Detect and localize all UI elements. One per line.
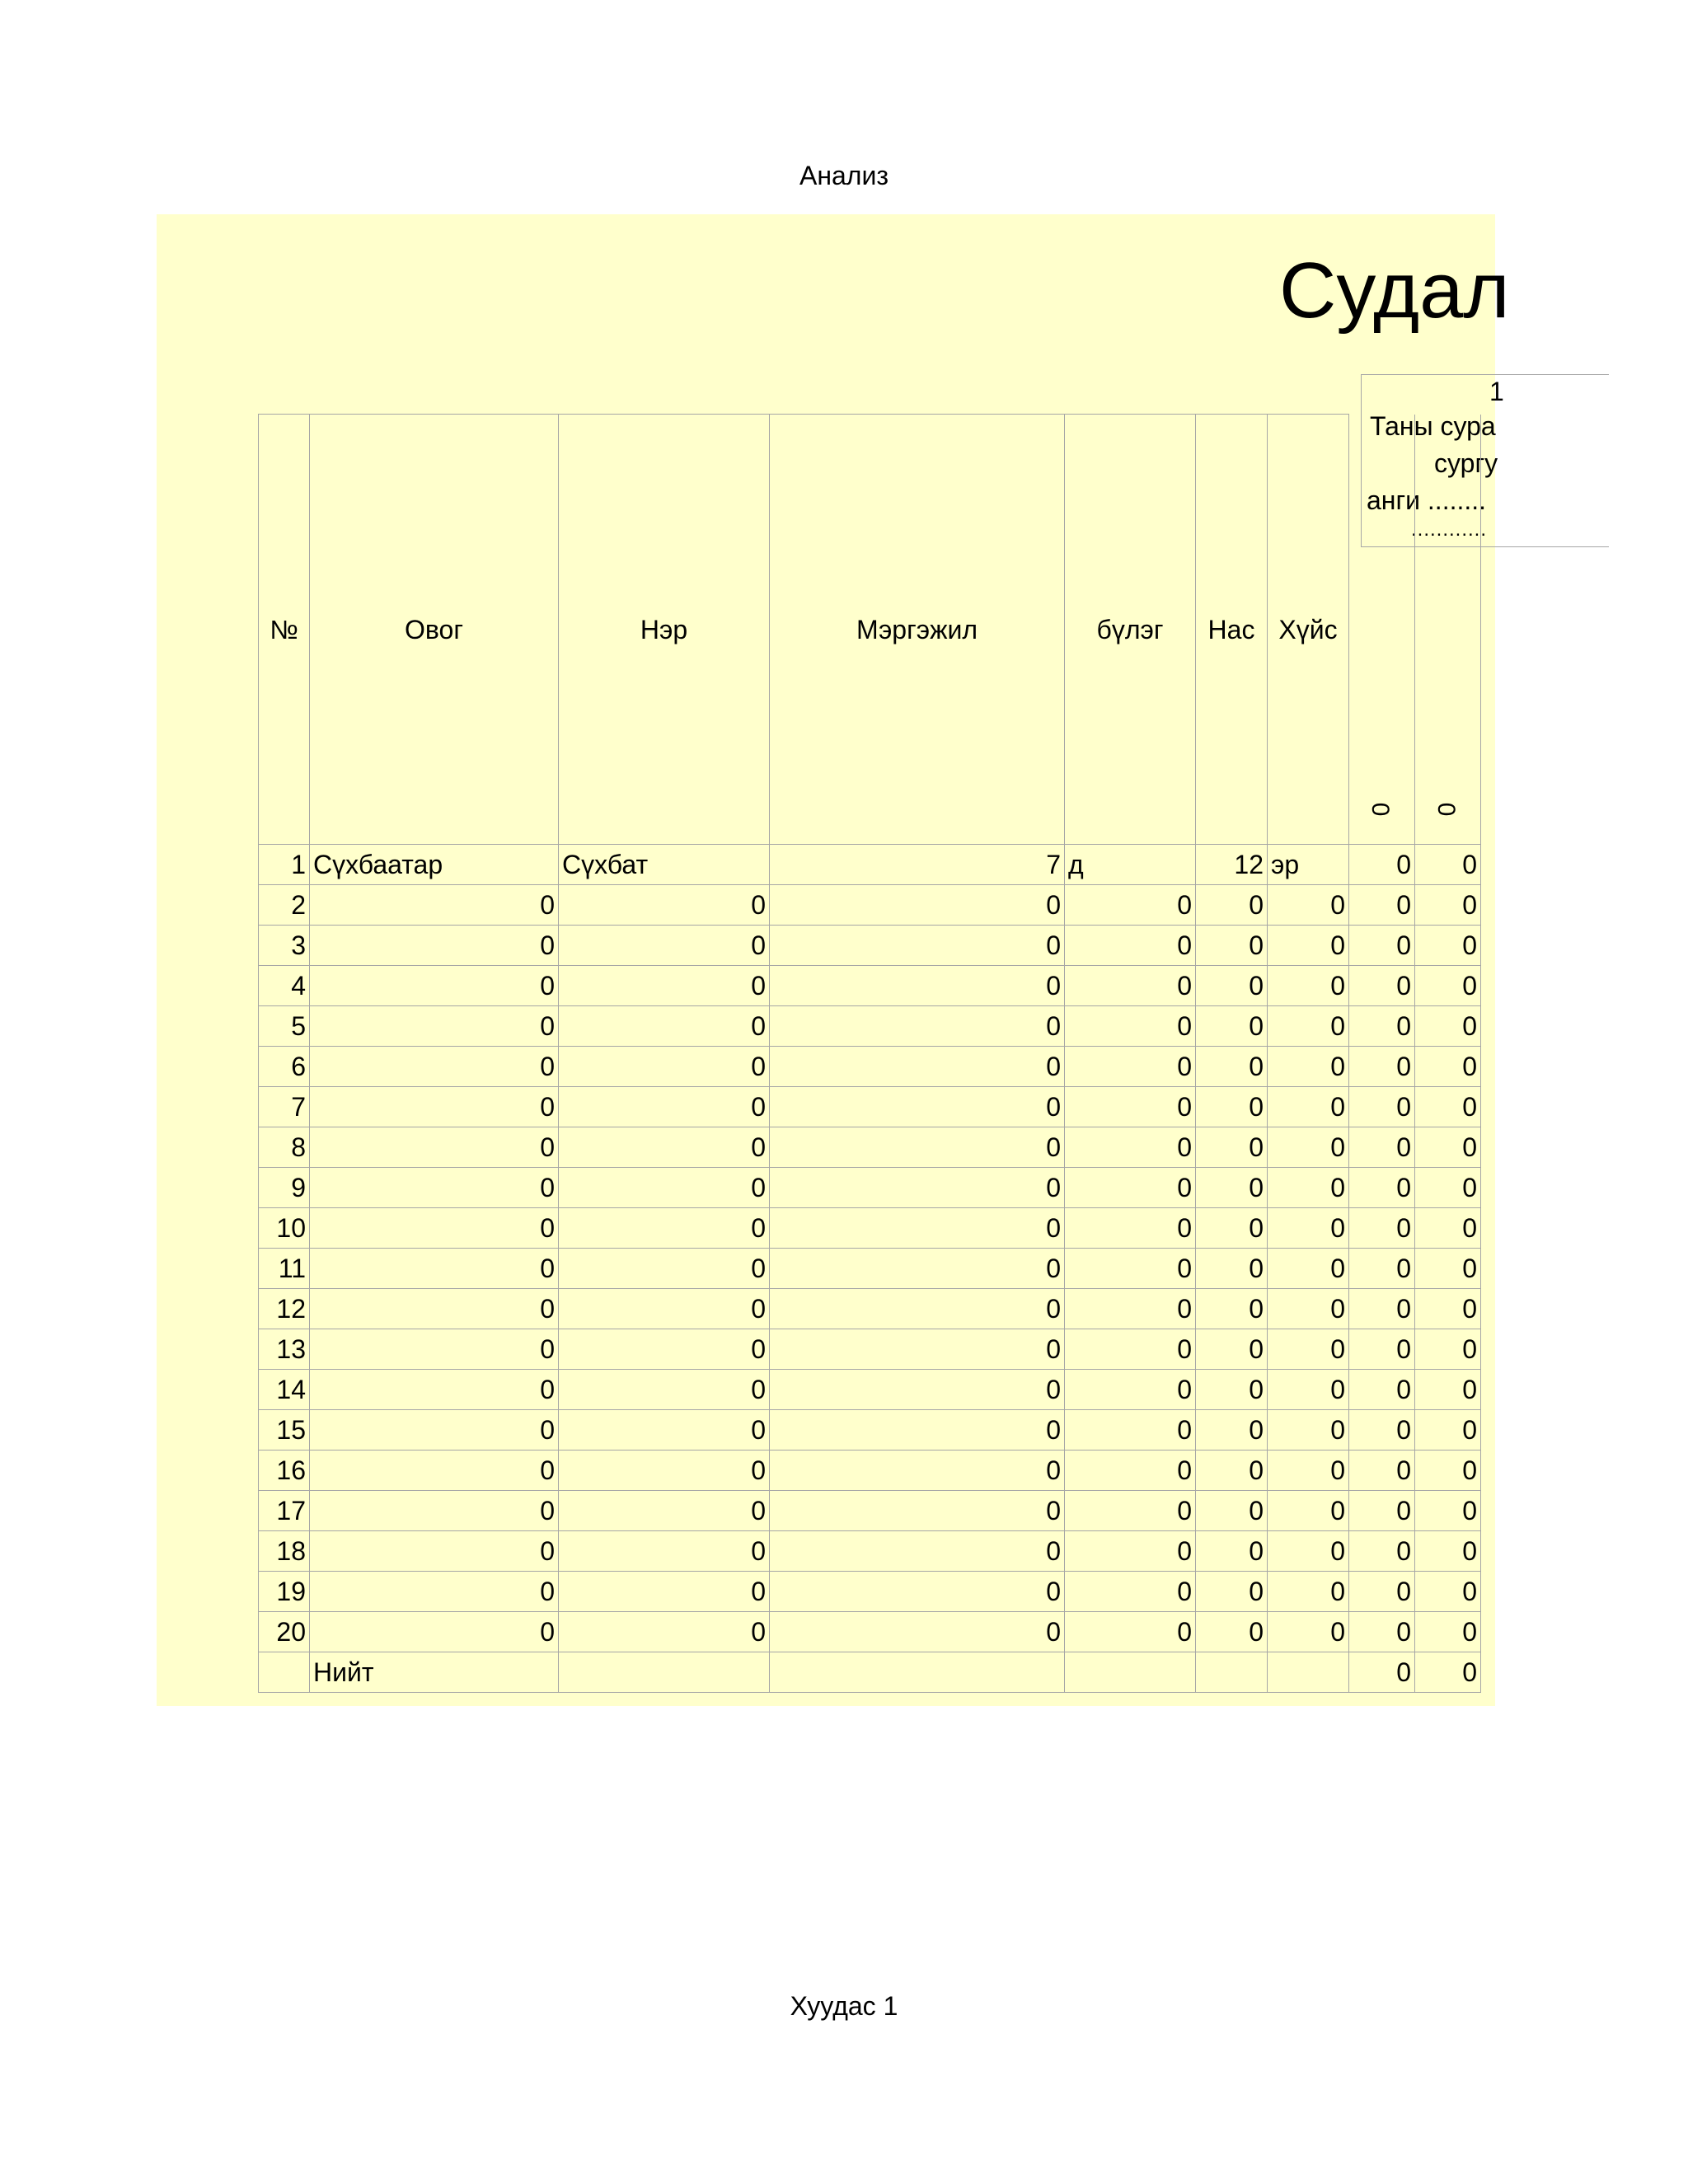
table-cell[interactable]: 0 (559, 1208, 770, 1249)
table-cell[interactable]: 0 (1065, 1410, 1196, 1451)
table-row (259, 1572, 1481, 1612)
column-header-surname[interactable]: Овог (310, 415, 559, 845)
table-cell[interactable]: 0 (1415, 966, 1481, 1006)
table-cell[interactable]: 0 (1268, 966, 1349, 1006)
table-cell[interactable]: 0 (1349, 1127, 1415, 1168)
table-cell[interactable]: 0 (1196, 1410, 1268, 1451)
table-cell[interactable]: 0 (1268, 1410, 1349, 1451)
table-cell[interactable]: 0 (770, 1410, 1065, 1451)
table-cell[interactable]: 0 (1268, 1491, 1349, 1531)
table-cell[interactable]: 0 (1065, 1329, 1196, 1370)
table-cell[interactable]: 0 (310, 1087, 559, 1127)
page-footer: Хуудас 1 (790, 1991, 898, 2021)
table-cell[interactable]: 0 (1196, 1208, 1268, 1249)
table-cell[interactable]: 15 (259, 1410, 310, 1451)
table-cell[interactable]: 0 (1415, 1006, 1481, 1047)
table-cell[interactable]: 0 (1349, 966, 1415, 1006)
table-cell[interactable]: 0 (1196, 1168, 1268, 1208)
table-cell[interactable]: 0 (1065, 1087, 1196, 1127)
table-cell[interactable]: 0 (1268, 1329, 1349, 1370)
data-table (258, 414, 1481, 1693)
table-cell[interactable]: 0 (559, 1329, 770, 1370)
table-cell[interactable]: 0 (1268, 885, 1349, 926)
table-cell[interactable]: 0 (1196, 1087, 1268, 1127)
table-cell[interactable]: 0 (1415, 1208, 1481, 1249)
table-cell[interactable]: 0 (1065, 966, 1196, 1006)
table-cell[interactable]: 0 (770, 966, 1065, 1006)
table-cell[interactable]: 0 (1415, 1491, 1481, 1531)
table-cell[interactable]: 0 (1415, 885, 1481, 926)
column-header-profession[interactable]: Мэргэжил (770, 415, 1065, 845)
table-cell[interactable]: 0 (1065, 1370, 1196, 1410)
table-cell[interactable]: эр (1268, 845, 1349, 885)
table-cell[interactable]: 0 (310, 1531, 559, 1572)
table-cell[interactable]: 0 (770, 1168, 1065, 1208)
table-cell[interactable]: 8 (259, 1127, 310, 1168)
table-cell[interactable]: 0 (559, 1168, 770, 1208)
table-cell[interactable]: 0 (1349, 1410, 1415, 1451)
question-text-line-3: анги ........ (1367, 485, 1487, 515)
table-cell[interactable]: 0 (310, 1208, 559, 1249)
table-cell[interactable]: 0 (1415, 845, 1481, 885)
table-cell[interactable]: 0 (1268, 1531, 1349, 1572)
table-cell[interactable]: 0 (1268, 1451, 1349, 1491)
table-cell[interactable]: 0 (770, 1127, 1065, 1168)
table-row (259, 1329, 1481, 1370)
table-cell[interactable]: 0 (1268, 1370, 1349, 1410)
table-cell[interactable]: 0 (1349, 1612, 1415, 1652)
sheet-title: Судал (1279, 246, 1510, 335)
table-row (259, 1370, 1481, 1410)
table-cell[interactable]: 0 (559, 1289, 770, 1329)
table-cell[interactable]: 0 (1065, 1612, 1196, 1652)
table-cell[interactable]: 0 (1415, 1087, 1481, 1127)
table-cell[interactable]: 0 (1349, 1208, 1415, 1249)
table-cell[interactable] (1268, 1652, 1349, 1693)
table-cell[interactable]: 0 (310, 1329, 559, 1370)
table-cell[interactable]: 0 (770, 1329, 1065, 1370)
table-cell[interactable]: 0 (770, 1491, 1065, 1531)
table-cell[interactable]: 6 (259, 1047, 310, 1087)
table-cell[interactable]: 0 (310, 1451, 559, 1491)
table-cell[interactable]: 0 (1349, 845, 1415, 885)
table-cell[interactable]: 0 (770, 1006, 1065, 1047)
table-row (259, 885, 1481, 926)
table-cell[interactable]: 18 (259, 1531, 310, 1572)
table-cell[interactable]: 0 (770, 1249, 1065, 1289)
table-cell[interactable]: 0 (1349, 885, 1415, 926)
table-cell[interactable]: 0 (1349, 1652, 1415, 1693)
table-cell[interactable]: 10 (259, 1208, 310, 1249)
table-cell[interactable]: 0 (1415, 1572, 1481, 1612)
table-cell[interactable]: 0 (1196, 926, 1268, 966)
table-cell[interactable]: 0 (770, 1289, 1065, 1329)
table-cell[interactable]: 0 (1268, 1127, 1349, 1168)
table-cell[interactable]: 0 (310, 1127, 559, 1168)
table-cell[interactable]: 0 (1196, 1006, 1268, 1047)
table-row (259, 845, 1481, 885)
table-cell[interactable]: 0 (1415, 1410, 1481, 1451)
question-sub-column-2[interactable] (1415, 415, 1481, 845)
question-text-line-1: Таны сура (1370, 411, 1496, 441)
table-row (259, 1087, 1481, 1127)
table-cell[interactable]: 2 (259, 885, 310, 926)
table-cell[interactable]: 0 (559, 1047, 770, 1087)
table-cell[interactable]: 0 (1065, 1491, 1196, 1531)
table-cell[interactable]: 0 (559, 1006, 770, 1047)
table-cell[interactable]: 0 (559, 1370, 770, 1410)
table-cell[interactable]: 0 (1415, 1289, 1481, 1329)
table-row (259, 1006, 1481, 1047)
table-cell[interactable]: 0 (1196, 1531, 1268, 1572)
table-cell[interactable]: 0 (559, 1531, 770, 1572)
table-row (259, 1047, 1481, 1087)
table-cell[interactable]: 0 (1268, 1047, 1349, 1087)
table-cell[interactable] (1065, 1652, 1196, 1693)
table-cell[interactable]: 0 (1065, 1208, 1196, 1249)
table-cell[interactable]: 0 (770, 1047, 1065, 1087)
table-cell[interactable] (259, 1652, 310, 1693)
table-cell[interactable]: 0 (1268, 1087, 1349, 1127)
table-cell[interactable]: 0 (559, 1491, 770, 1531)
table-cell[interactable]: 0 (1065, 1047, 1196, 1087)
table-cell[interactable]: 0 (310, 1612, 559, 1652)
table-cell[interactable]: 0 (1415, 1652, 1481, 1693)
table-cell[interactable]: 0 (1415, 1451, 1481, 1491)
table-cell[interactable]: 0 (1349, 1289, 1415, 1329)
table-cell[interactable]: 0 (310, 1370, 559, 1410)
table-row (259, 1531, 1481, 1572)
table-cell[interactable]: 0 (1415, 1127, 1481, 1168)
table-cell[interactable]: 0 (559, 966, 770, 1006)
table-cell[interactable]: д (1065, 845, 1196, 885)
table-cell[interactable]: 0 (559, 1087, 770, 1127)
table-cell[interactable]: 0 (1349, 1006, 1415, 1047)
table-row (259, 1208, 1481, 1249)
table-cell[interactable]: 0 (1196, 1289, 1268, 1329)
question-number: 1 (1489, 377, 1504, 406)
table-cell[interactable]: 0 (1196, 1329, 1268, 1370)
table-cell[interactable]: 0 (770, 1531, 1065, 1572)
table-cell[interactable]: 0 (770, 885, 1065, 926)
table-cell[interactable]: 0 (1196, 966, 1268, 1006)
table-cell[interactable]: 0 (1065, 1289, 1196, 1329)
table-cell[interactable]: 9 (259, 1168, 310, 1208)
table-cell[interactable]: 0 (770, 1612, 1065, 1652)
table-cell[interactable]: 0 (770, 926, 1065, 966)
table-cell[interactable]: 1 (259, 845, 310, 885)
table-cell[interactable]: 0 (1415, 1612, 1481, 1652)
table-cell[interactable]: 0 (1065, 1531, 1196, 1572)
table-cell[interactable]: 0 (1268, 926, 1349, 966)
page-header: Анализ (799, 161, 889, 190)
total-row (259, 1652, 1481, 1693)
table-cell[interactable]: 0 (1196, 1370, 1268, 1410)
table-cell[interactable]: 0 (559, 1612, 770, 1652)
table-cell[interactable]: 0 (1196, 1451, 1268, 1491)
table-cell[interactable]: 12 (259, 1289, 310, 1329)
table-row (259, 1410, 1481, 1451)
table-cell[interactable]: 17 (259, 1491, 310, 1531)
table-cell[interactable]: 0 (1196, 1249, 1268, 1289)
table-cell[interactable]: 0 (1196, 1612, 1268, 1652)
table-row (259, 926, 1481, 966)
table-cell[interactable]: 0 (770, 1370, 1065, 1410)
table-cell[interactable]: 0 (1349, 1370, 1415, 1410)
table-cell[interactable]: 0 (770, 1451, 1065, 1491)
table-cell[interactable]: 0 (1415, 1531, 1481, 1572)
table-row (259, 966, 1481, 1006)
table-cell[interactable]: 0 (1415, 1047, 1481, 1087)
table-cell[interactable]: Сүхбат (559, 845, 770, 885)
table-cell[interactable]: 7 (259, 1087, 310, 1127)
table-cell[interactable]: 0 (1268, 1168, 1349, 1208)
table-cell[interactable]: 0 (1349, 1329, 1415, 1370)
table-cell[interactable]: 0 (1065, 1168, 1196, 1208)
table-row (259, 1168, 1481, 1208)
table-cell[interactable]: 0 (559, 1127, 770, 1168)
table-cell[interactable]: 14 (259, 1370, 310, 1410)
table-cell[interactable]: 16 (259, 1451, 310, 1491)
table-cell[interactable]: 0 (310, 1249, 559, 1289)
column-header-age[interactable]: Нас (1196, 415, 1268, 845)
table-cell[interactable]: 11 (259, 1249, 310, 1289)
table-cell[interactable]: 0 (310, 966, 559, 1006)
spreadsheet-area (157, 214, 1510, 1706)
table-cell[interactable]: 0 (1415, 1370, 1481, 1410)
table-cell[interactable]: 12 (1196, 845, 1268, 885)
table-cell[interactable]: 0 (1196, 1047, 1268, 1087)
table-cell[interactable]: 0 (559, 1249, 770, 1289)
table-cell[interactable]: 0 (310, 1047, 559, 1087)
table-row (259, 1127, 1481, 1168)
table-row (259, 1491, 1481, 1531)
table-cell[interactable]: 4 (259, 966, 310, 1006)
table-row (259, 1612, 1481, 1652)
table-cell[interactable]: 0 (1349, 1168, 1415, 1208)
column-header-number[interactable]: № (259, 415, 310, 845)
table-cell[interactable]: 0 (1065, 1249, 1196, 1289)
question-sub-column-1[interactable] (1349, 415, 1415, 845)
table-cell[interactable]: 0 (1349, 1491, 1415, 1531)
table-cell[interactable]: 19 (259, 1572, 310, 1612)
column-header-name[interactable]: Нэр (559, 415, 770, 845)
table-cell[interactable]: 0 (1268, 1208, 1349, 1249)
table-cell[interactable]: 0 (1415, 926, 1481, 966)
table-cell[interactable]: 0 (310, 1006, 559, 1047)
table-cell[interactable] (1196, 1652, 1268, 1693)
table-cell[interactable]: 13 (259, 1329, 310, 1370)
table-cell[interactable]: 20 (259, 1612, 310, 1652)
table-cell[interactable]: 0 (770, 1572, 1065, 1612)
table-cell[interactable]: 0 (310, 1289, 559, 1329)
column-header-gender[interactable]: Хүйс (1268, 415, 1349, 845)
table-row (259, 1451, 1481, 1491)
table-cell[interactable]: 0 (1268, 1289, 1349, 1329)
table-cell[interactable]: 0 (1196, 1572, 1268, 1612)
table-cell[interactable]: 0 (1349, 1451, 1415, 1491)
table-cell[interactable]: 0 (310, 1410, 559, 1451)
table-cell[interactable]: 0 (1065, 1451, 1196, 1491)
sub-column-label: 0 (1367, 802, 1395, 817)
table-cell[interactable]: 0 (310, 1168, 559, 1208)
table-cell[interactable] (770, 1652, 1065, 1693)
table-cell[interactable]: 0 (310, 1572, 559, 1612)
table-cell[interactable] (559, 1652, 770, 1693)
table-row (259, 1249, 1481, 1289)
table-cell[interactable]: 0 (1196, 885, 1268, 926)
table-cell[interactable]: 0 (1065, 1572, 1196, 1612)
table-cell[interactable]: 0 (310, 926, 559, 966)
table-cell[interactable]: 0 (1268, 1572, 1349, 1612)
table-cell[interactable]: 0 (1349, 1531, 1415, 1572)
sub-column-label: 0 (1432, 802, 1461, 817)
table-cell[interactable]: 0 (1065, 1127, 1196, 1168)
table-cell[interactable]: 0 (1196, 1127, 1268, 1168)
table-cell[interactable]: 0 (559, 1451, 770, 1491)
table-cell[interactable]: 0 (1349, 1572, 1415, 1612)
total-label[interactable]: Нийт (310, 1652, 559, 1693)
table-cell[interactable]: 0 (1415, 1329, 1481, 1370)
question-text-line-4: ............ (1411, 518, 1488, 541)
table-cell[interactable]: 3 (259, 926, 310, 966)
table-cell[interactable]: 0 (770, 1208, 1065, 1249)
header-row (259, 415, 1481, 845)
table-cell[interactable]: 0 (310, 885, 559, 926)
table-cell[interactable]: 0 (559, 885, 770, 926)
table-cell[interactable]: 0 (559, 1410, 770, 1451)
table-cell[interactable]: 0 (1349, 1249, 1415, 1289)
table-cell[interactable]: 7 (770, 845, 1065, 885)
table-cell[interactable]: 0 (1268, 1612, 1349, 1652)
table-cell[interactable]: 0 (1065, 885, 1196, 926)
table-cell[interactable]: 0 (1268, 1006, 1349, 1047)
table-cell[interactable]: 5 (259, 1006, 310, 1047)
table-cell[interactable]: 0 (1065, 1006, 1196, 1047)
table-cell[interactable]: 0 (559, 1572, 770, 1612)
table-cell[interactable]: 0 (310, 1491, 559, 1531)
table-cell[interactable]: 0 (1415, 1249, 1481, 1289)
table-cell[interactable]: 0 (770, 1087, 1065, 1127)
table-cell[interactable]: 0 (1196, 1491, 1268, 1531)
column-header-group[interactable]: бүлэг (1065, 415, 1196, 845)
table-cell[interactable]: 0 (1349, 1087, 1415, 1127)
table-cell[interactable]: 0 (1065, 926, 1196, 966)
table-cell[interactable]: Сүхбаатар (310, 845, 559, 885)
table-cell[interactable]: 0 (559, 926, 770, 966)
table-cell[interactable]: 0 (1415, 1168, 1481, 1208)
table-cell[interactable]: 0 (1268, 1249, 1349, 1289)
question-text-line-2: сургу (1434, 448, 1498, 478)
table-cell[interactable]: 0 (1349, 1047, 1415, 1087)
table-row (259, 1289, 1481, 1329)
table-cell[interactable]: 0 (1349, 926, 1415, 966)
